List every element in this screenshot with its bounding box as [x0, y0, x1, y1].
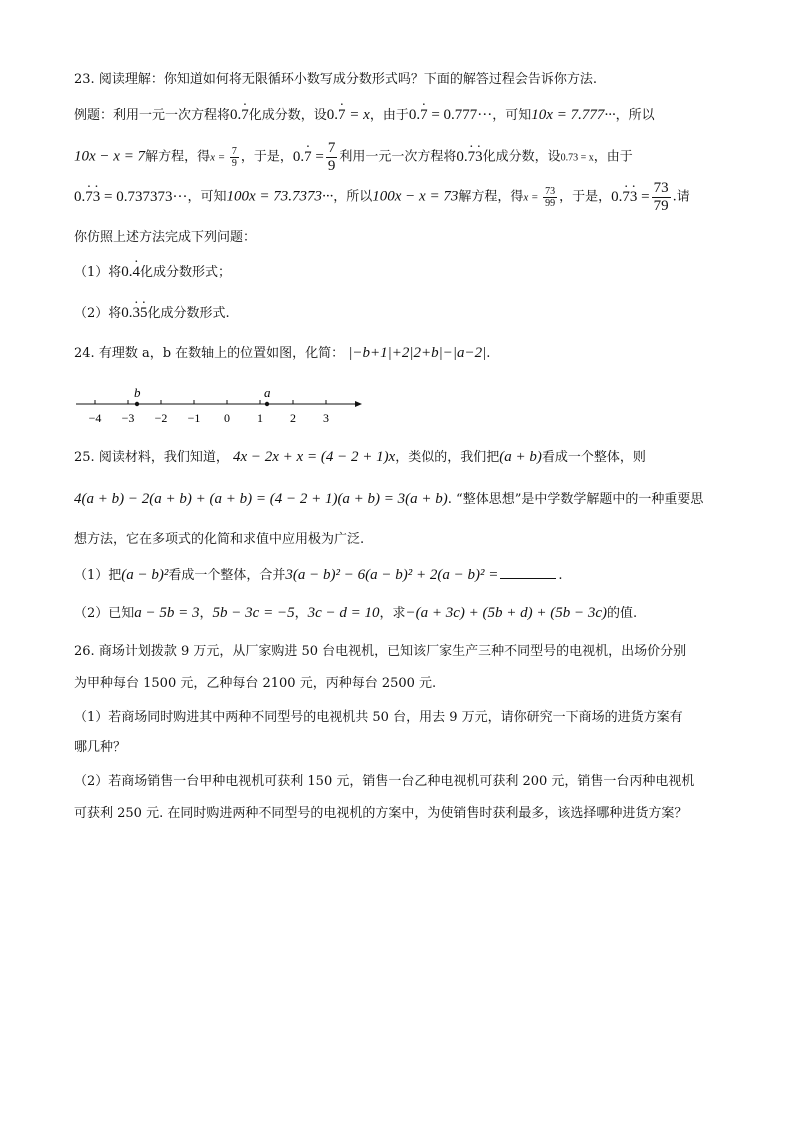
q23-part-1 [74, 261, 231, 281]
fraction-7-9: $\frac{7}{9}$ [327, 140, 336, 174]
math: 0.73 = x [560, 152, 594, 164]
math-abs-expression: |−b+1|+2|2+b|−|a−2| [348, 345, 487, 361]
text: 解方程，得 [458, 189, 524, 205]
q26-part-1-line-1 [74, 706, 683, 725]
math: −(a + 3c) + (5b + d) + (5b − 3c) [405, 605, 608, 621]
math: 100x = 73.7373··· [226, 188, 334, 205]
q26-number: 26. [74, 644, 95, 659]
math: 100x − x = 73 [372, 188, 459, 205]
text: ，于是， [240, 149, 293, 165]
math: (a − b)² [121, 567, 169, 583]
text: 阅读材料，我们知道， [98, 450, 229, 465]
text: 看成一个整体，则 [541, 450, 646, 465]
math-0.35-repeating: 0.· 3· 5 [121, 305, 147, 321]
q25-line-3 [74, 528, 364, 547]
math: 10x − x = 7 [74, 148, 146, 165]
axis-tick-label: 3 [323, 411, 329, 425]
math: 4x − 2x + x = (4 − 2 + 1)x [232, 449, 396, 465]
math: x = [523, 191, 542, 204]
text: ，于是， [559, 189, 612, 205]
q23-intro: 阅读理解：你知道如何将无限循环小数写成分数形式吗？下面的解答过程会告诉你方法. [98, 72, 597, 87]
q25-part-2: （2）已知a − 5b = 3，5b − 3c = −5，3c − d = 10，求−(a + 3c) + (5b + d) + (5b − 3c)的值. [74, 605, 638, 621]
text: （1）若商场同时购进其中两种不同型号的电视机共 50 台，用去 9 万元，请你研究一下商场的进货方案有 [74, 710, 683, 725]
q25-number: 25. [74, 450, 95, 465]
text: 化成分数形式； [140, 265, 232, 280]
axis-tick-label: 0 [224, 411, 230, 425]
text: ，由于 [369, 108, 409, 123]
math: 5b − 3c = −5 [212, 605, 295, 621]
q25-line-1 [74, 446, 646, 466]
text: 为甲种每台 1500 元，乙种每台 2100 元，丙种每台 2500 元. [74, 676, 437, 691]
q23-instruction [74, 226, 256, 245]
text: 有理数 a，b 在数轴上的位置如图，化简： [98, 346, 345, 361]
number-line-arrow [355, 401, 362, 407]
math: (a + b) [499, 449, 542, 465]
text: ，类似的，我们把 [395, 450, 500, 465]
text: . “整体思想”是中学数学解题中的一种重要思 [447, 492, 704, 507]
q23-number: 23. [74, 72, 95, 87]
math: 0.· 7· 3 = 0.737373··· [74, 189, 187, 205]
point-b [135, 402, 139, 406]
math: 0.· 7 = x [327, 107, 370, 123]
math-0.73-repeating: 0.· 7· 3 [456, 149, 482, 165]
axis-tick-label: −3 [121, 411, 135, 425]
number-line [70, 380, 370, 430]
text: 看成一个整体，合并 [168, 568, 286, 583]
q23-part-2 [74, 302, 230, 322]
q24-question [74, 342, 490, 362]
point-a [265, 402, 269, 406]
math: 0.· 7 = [293, 149, 324, 165]
answer-blank[interactable] [500, 566, 556, 579]
text: 可获利 250 元. 在同时购进两种不同型号的电视机的方案中，为使销售时获利最多，该选择哪种进货方案？ [74, 806, 688, 821]
q23-intro-line [74, 68, 597, 87]
axis-tick-label: 2 [290, 411, 296, 425]
axis-tick-label: −2 [154, 411, 168, 425]
text: 化成分数，设 [248, 108, 327, 123]
math: 4(a + b) − 2(a + b) + (a + b) = (4 − 2 + 1)(a + b) = 3(a + b) [74, 491, 448, 507]
math: 3(a − b)² − 6(a − b)² + 2(a − b)² = [285, 567, 499, 583]
text: 化成分数形式. [147, 306, 230, 321]
text: . [486, 346, 491, 361]
math: 10x = 7.777··· [531, 107, 616, 123]
text: ，求 [379, 606, 406, 621]
text: 你仿照上述方法完成下列问题： [74, 230, 257, 245]
label-b: b [134, 385, 141, 400]
text: 化成分数，设 [482, 149, 561, 165]
text: ，由于 [593, 149, 633, 165]
math: 0.· 7 = 0.777··· [409, 107, 492, 123]
q23-example-line-2 [74, 140, 633, 174]
text: ，可知 [492, 108, 532, 123]
text: ，所以 [615, 108, 655, 123]
fraction-73-79: $\frac{73}{79}$ [653, 180, 669, 214]
text: 商场计划拨款 9 万元，从厂家购进 50 台电视机，已知该厂家生产三种不同型号的电视机，出场价分别 [98, 644, 687, 659]
q26-part-1-line-2 [74, 736, 126, 755]
q23-example-line-1 [74, 104, 655, 124]
text: （2）已知 [74, 606, 135, 621]
text: 想方法，它在多项式的化简和求值中应用极为广泛. [74, 532, 365, 547]
label-a: a [264, 385, 271, 400]
q25-part-1 [74, 564, 563, 584]
math: 3c − d = 10 [307, 605, 380, 621]
q26-line-2 [74, 672, 436, 691]
text: 解方程，得 [145, 149, 211, 165]
text: ，所以 [333, 189, 373, 205]
text: （2）若商场销售一台甲种电视机可获利 150 元，销售一台乙种电视机可获利 200 元，销售一台丙种电视机 [74, 774, 695, 789]
fraction-73-99: $\frac{73}{99}$ [545, 185, 556, 209]
math: 0.· 7· 3 = [611, 189, 649, 205]
axis-tick-label: 1 [257, 411, 263, 425]
text: （1）把 [74, 568, 122, 583]
text: ，可知 [187, 189, 227, 205]
q23-example-line-3 [74, 180, 690, 214]
text: 的值. [607, 606, 638, 621]
text: （1）将 [74, 265, 122, 280]
text: . [558, 568, 563, 583]
text: 利用一元一次方程将 [339, 149, 457, 165]
math-0.7-repeating: 0.· 7 [230, 107, 249, 123]
q26-part-2-line-1 [74, 770, 694, 789]
axis-tick-label: −1 [187, 411, 201, 425]
q26-part-2-line-2 [74, 802, 687, 821]
fraction-7-9-small: $\frac{7}{9}$ [231, 145, 237, 169]
math-0.4-repeating: 0.· 4 [121, 264, 140, 280]
q25-line-2 [74, 488, 703, 508]
text: .请 [672, 189, 690, 205]
text: 例题：利用一元一次方程将 [74, 108, 231, 123]
axis-tick-label: −4 [88, 411, 102, 425]
math: a − 5b = 3 [134, 605, 200, 621]
text: （2）将 [74, 306, 122, 321]
text: 哪几种？ [74, 740, 127, 755]
math: x = [210, 151, 228, 164]
q26-line-1 [74, 640, 686, 659]
q24-number: 24. [74, 346, 95, 361]
